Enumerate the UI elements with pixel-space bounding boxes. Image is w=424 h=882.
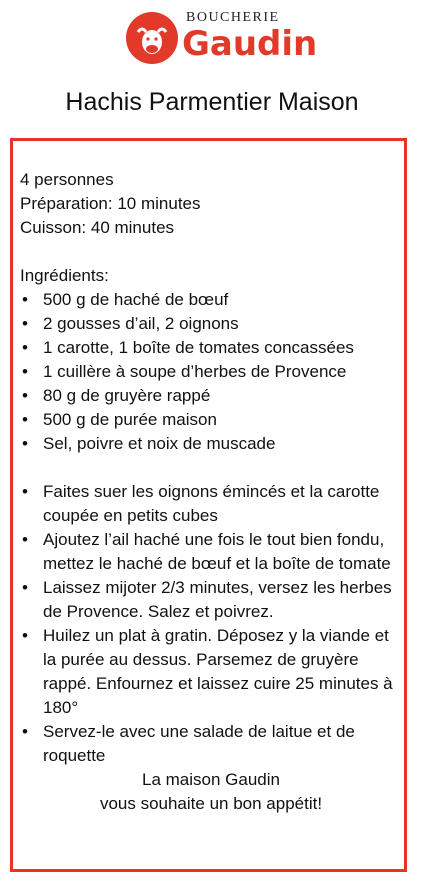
servings: 4 personnes bbox=[20, 170, 114, 189]
recipe-content bbox=[20, 168, 402, 816]
cow-icon bbox=[134, 24, 170, 58]
brand-logo bbox=[126, 8, 318, 68]
ingredient-item: • 2 gousses d’ail, 2 oignons bbox=[20, 312, 402, 336]
step-item: • Ajoutez l’ail haché une fois le tout bien fondu, mettez le haché de bœuf et la boîte de tomate bbox=[20, 528, 402, 576]
steps-list bbox=[20, 480, 402, 768]
cook-time: Cuisson: 40 minutes bbox=[20, 218, 175, 237]
step-item: • Huilez un plat à gratin. Déposez y la viande et la purée au dessus. Parsemez de gruyère rappé. Enfournez et laissez cuire 25 minutes à 180° bbox=[20, 624, 402, 720]
ingredient-item: • 500 g de haché de bœuf bbox=[20, 288, 402, 312]
logo-badge bbox=[126, 12, 178, 64]
brand-name: Gaudin bbox=[182, 24, 318, 64]
closing-line-2: vous souhaite un bon appétit! bbox=[99, 794, 323, 813]
closing-line-1: La maison Gaudin bbox=[142, 770, 280, 789]
brand-subtitle: BOUCHERIE bbox=[186, 10, 280, 25]
ingredient-item: • 1 carotte, 1 boîte de tomates concassées bbox=[20, 336, 402, 360]
ingredients-list bbox=[20, 288, 402, 456]
recipe-title: Hachis Parmentier Maison bbox=[65, 88, 359, 116]
ingredients-heading: Ingrédients: bbox=[20, 266, 109, 285]
ingredient-item: • 500 g de purée maison bbox=[20, 408, 402, 432]
step-item: • Faites suer les oignons émincés et la carotte coupée en petits cubes bbox=[20, 480, 402, 528]
ingredient-item: • 80 g de gruyère rappé bbox=[20, 384, 402, 408]
step-item: • Laissez mijoter 2/3 minutes, versez les herbes de Provence. Salez et poivrez. bbox=[20, 576, 402, 624]
ingredient-item: • 1 cuillère à soupe d’herbes de Provence bbox=[20, 360, 402, 384]
ingredient-item: • Sel, poivre et noix de muscade bbox=[20, 432, 402, 456]
prep-time: Préparation: 10 minutes bbox=[20, 194, 201, 213]
step-item: • Servez-le avec une salade de laitue et de roquette bbox=[20, 720, 402, 768]
